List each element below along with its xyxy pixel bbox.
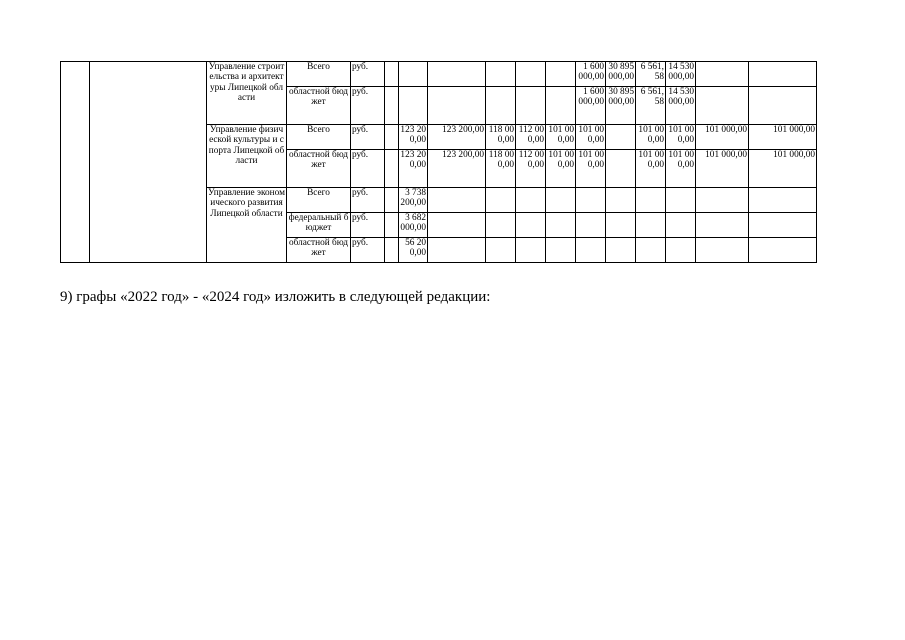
value-cell (749, 87, 817, 125)
value-cell: 101 000,00 (749, 125, 817, 150)
value-cell (636, 213, 666, 238)
budget-table (60, 61, 870, 263)
value-cell (636, 188, 666, 213)
row-number-cell (61, 62, 90, 263)
value-cell: 123 200,00 (399, 125, 428, 150)
funding-source-cell: федеральный бюджет (287, 213, 351, 238)
value-cell: 123 200,00 (399, 150, 428, 188)
value-cell (516, 62, 546, 87)
value-cell: 6 561,58 (636, 62, 666, 87)
value-cell: 118 000,00 (486, 150, 516, 188)
value-cell: 112 000,00 (516, 150, 546, 188)
value-cell (385, 125, 399, 150)
value-cell (749, 62, 817, 87)
value-cell (606, 125, 636, 150)
value-cell: 3 738 200,00 (399, 188, 428, 213)
value-cell (666, 238, 696, 263)
table-row (61, 62, 870, 87)
value-cell (399, 62, 428, 87)
value-cell (486, 238, 516, 263)
organization-cell: Управление физической культуры и спорта Липецкой области (207, 125, 287, 188)
value-cell: 101 000,00 (696, 125, 749, 150)
value-cell (696, 213, 749, 238)
value-cell: 101 000,00 (546, 150, 576, 188)
program-cell (90, 62, 207, 263)
value-cell (546, 62, 576, 87)
value-cell: 14 530 000,00 (666, 87, 696, 125)
value-cell: 101 000,00 (576, 125, 606, 150)
value-cell (666, 213, 696, 238)
value-cell (486, 87, 516, 125)
value-cell: 6 561,58 (636, 87, 666, 125)
value-cell: 101 000,00 (666, 125, 696, 150)
value-cell: 101 000,00 (636, 125, 666, 150)
value-cell (486, 62, 516, 87)
value-cell (486, 188, 516, 213)
funding-source-cell: Всего (287, 188, 351, 213)
value-cell: 1 600 000,00 (576, 87, 606, 125)
value-cell (749, 213, 817, 238)
value-cell: 112 000,00 (516, 125, 546, 150)
value-cell: 3 682 000,00 (399, 213, 428, 238)
value-cell (606, 150, 636, 188)
value-cell (546, 87, 576, 125)
value-cell (666, 188, 696, 213)
value-cell (606, 238, 636, 263)
value-cell (749, 188, 817, 213)
value-cell (546, 213, 576, 238)
value-cell (516, 213, 546, 238)
value-cell: 101 000,00 (696, 150, 749, 188)
value-cell (428, 62, 486, 87)
value-cell: 123 200,00 (428, 125, 486, 150)
value-cell (606, 188, 636, 213)
value-cell (576, 238, 606, 263)
value-cell: 14 530 000,00 (666, 62, 696, 87)
value-cell (546, 238, 576, 263)
value-cell (576, 213, 606, 238)
value-cell (696, 238, 749, 263)
value-cell (385, 213, 399, 238)
value-cell (696, 62, 749, 87)
organization-cell: Управление строительства и архитектуры Липецкой области (207, 62, 287, 125)
value-cell (576, 188, 606, 213)
value-cell (385, 150, 399, 188)
value-cell: 1 600 000,00 (576, 62, 606, 87)
unit-cell: руб. (351, 150, 385, 188)
value-cell: 101 000,00 (576, 150, 606, 188)
value-cell: 118 000,00 (486, 125, 516, 150)
unit-cell: руб. (351, 62, 385, 87)
funding-source-cell: областной бюджет (287, 150, 351, 188)
unit-cell: руб. (351, 238, 385, 263)
funding-source-cell: Всего (287, 125, 351, 150)
value-cell (385, 238, 399, 263)
value-cell (696, 188, 749, 213)
value-cell: 30 895 000,00 (606, 62, 636, 87)
value-cell: 123 200,00 (428, 150, 486, 188)
value-cell (606, 213, 636, 238)
value-cell (749, 238, 817, 263)
funding-source-cell: Всего (287, 62, 351, 87)
value-cell (385, 87, 399, 125)
value-cell (428, 87, 486, 125)
unit-cell: руб. (351, 213, 385, 238)
value-cell: 101 000,00 (749, 150, 817, 188)
value-cell (399, 87, 428, 125)
value-cell (546, 188, 576, 213)
value-cell: 30 895 000,00 (606, 87, 636, 125)
value-cell (516, 87, 546, 125)
value-cell: 101 000,00 (666, 150, 696, 188)
value-cell: 56 200,00 (399, 238, 428, 263)
funding-source-cell: областной бюджет (287, 87, 351, 125)
value-cell (428, 213, 486, 238)
unit-cell: руб. (351, 87, 385, 125)
funding-source-cell: областной бюджет (287, 238, 351, 263)
value-cell (428, 238, 486, 263)
value-cell (385, 62, 399, 87)
unit-cell: руб. (351, 125, 385, 150)
value-cell (428, 188, 486, 213)
value-cell (696, 87, 749, 125)
value-cell (486, 213, 516, 238)
value-cell (385, 188, 399, 213)
value-cell: 101 000,00 (546, 125, 576, 150)
amendment-note: 9) графы «2022 год» - «2024 год» изложить в следующей редакции: (60, 289, 491, 305)
organization-cell: Управление экономического развития Липецкой области (207, 188, 287, 263)
value-cell (636, 238, 666, 263)
value-cell (516, 238, 546, 263)
value-cell: 101 000,00 (636, 150, 666, 188)
unit-cell: руб. (351, 188, 385, 213)
value-cell (516, 188, 546, 213)
